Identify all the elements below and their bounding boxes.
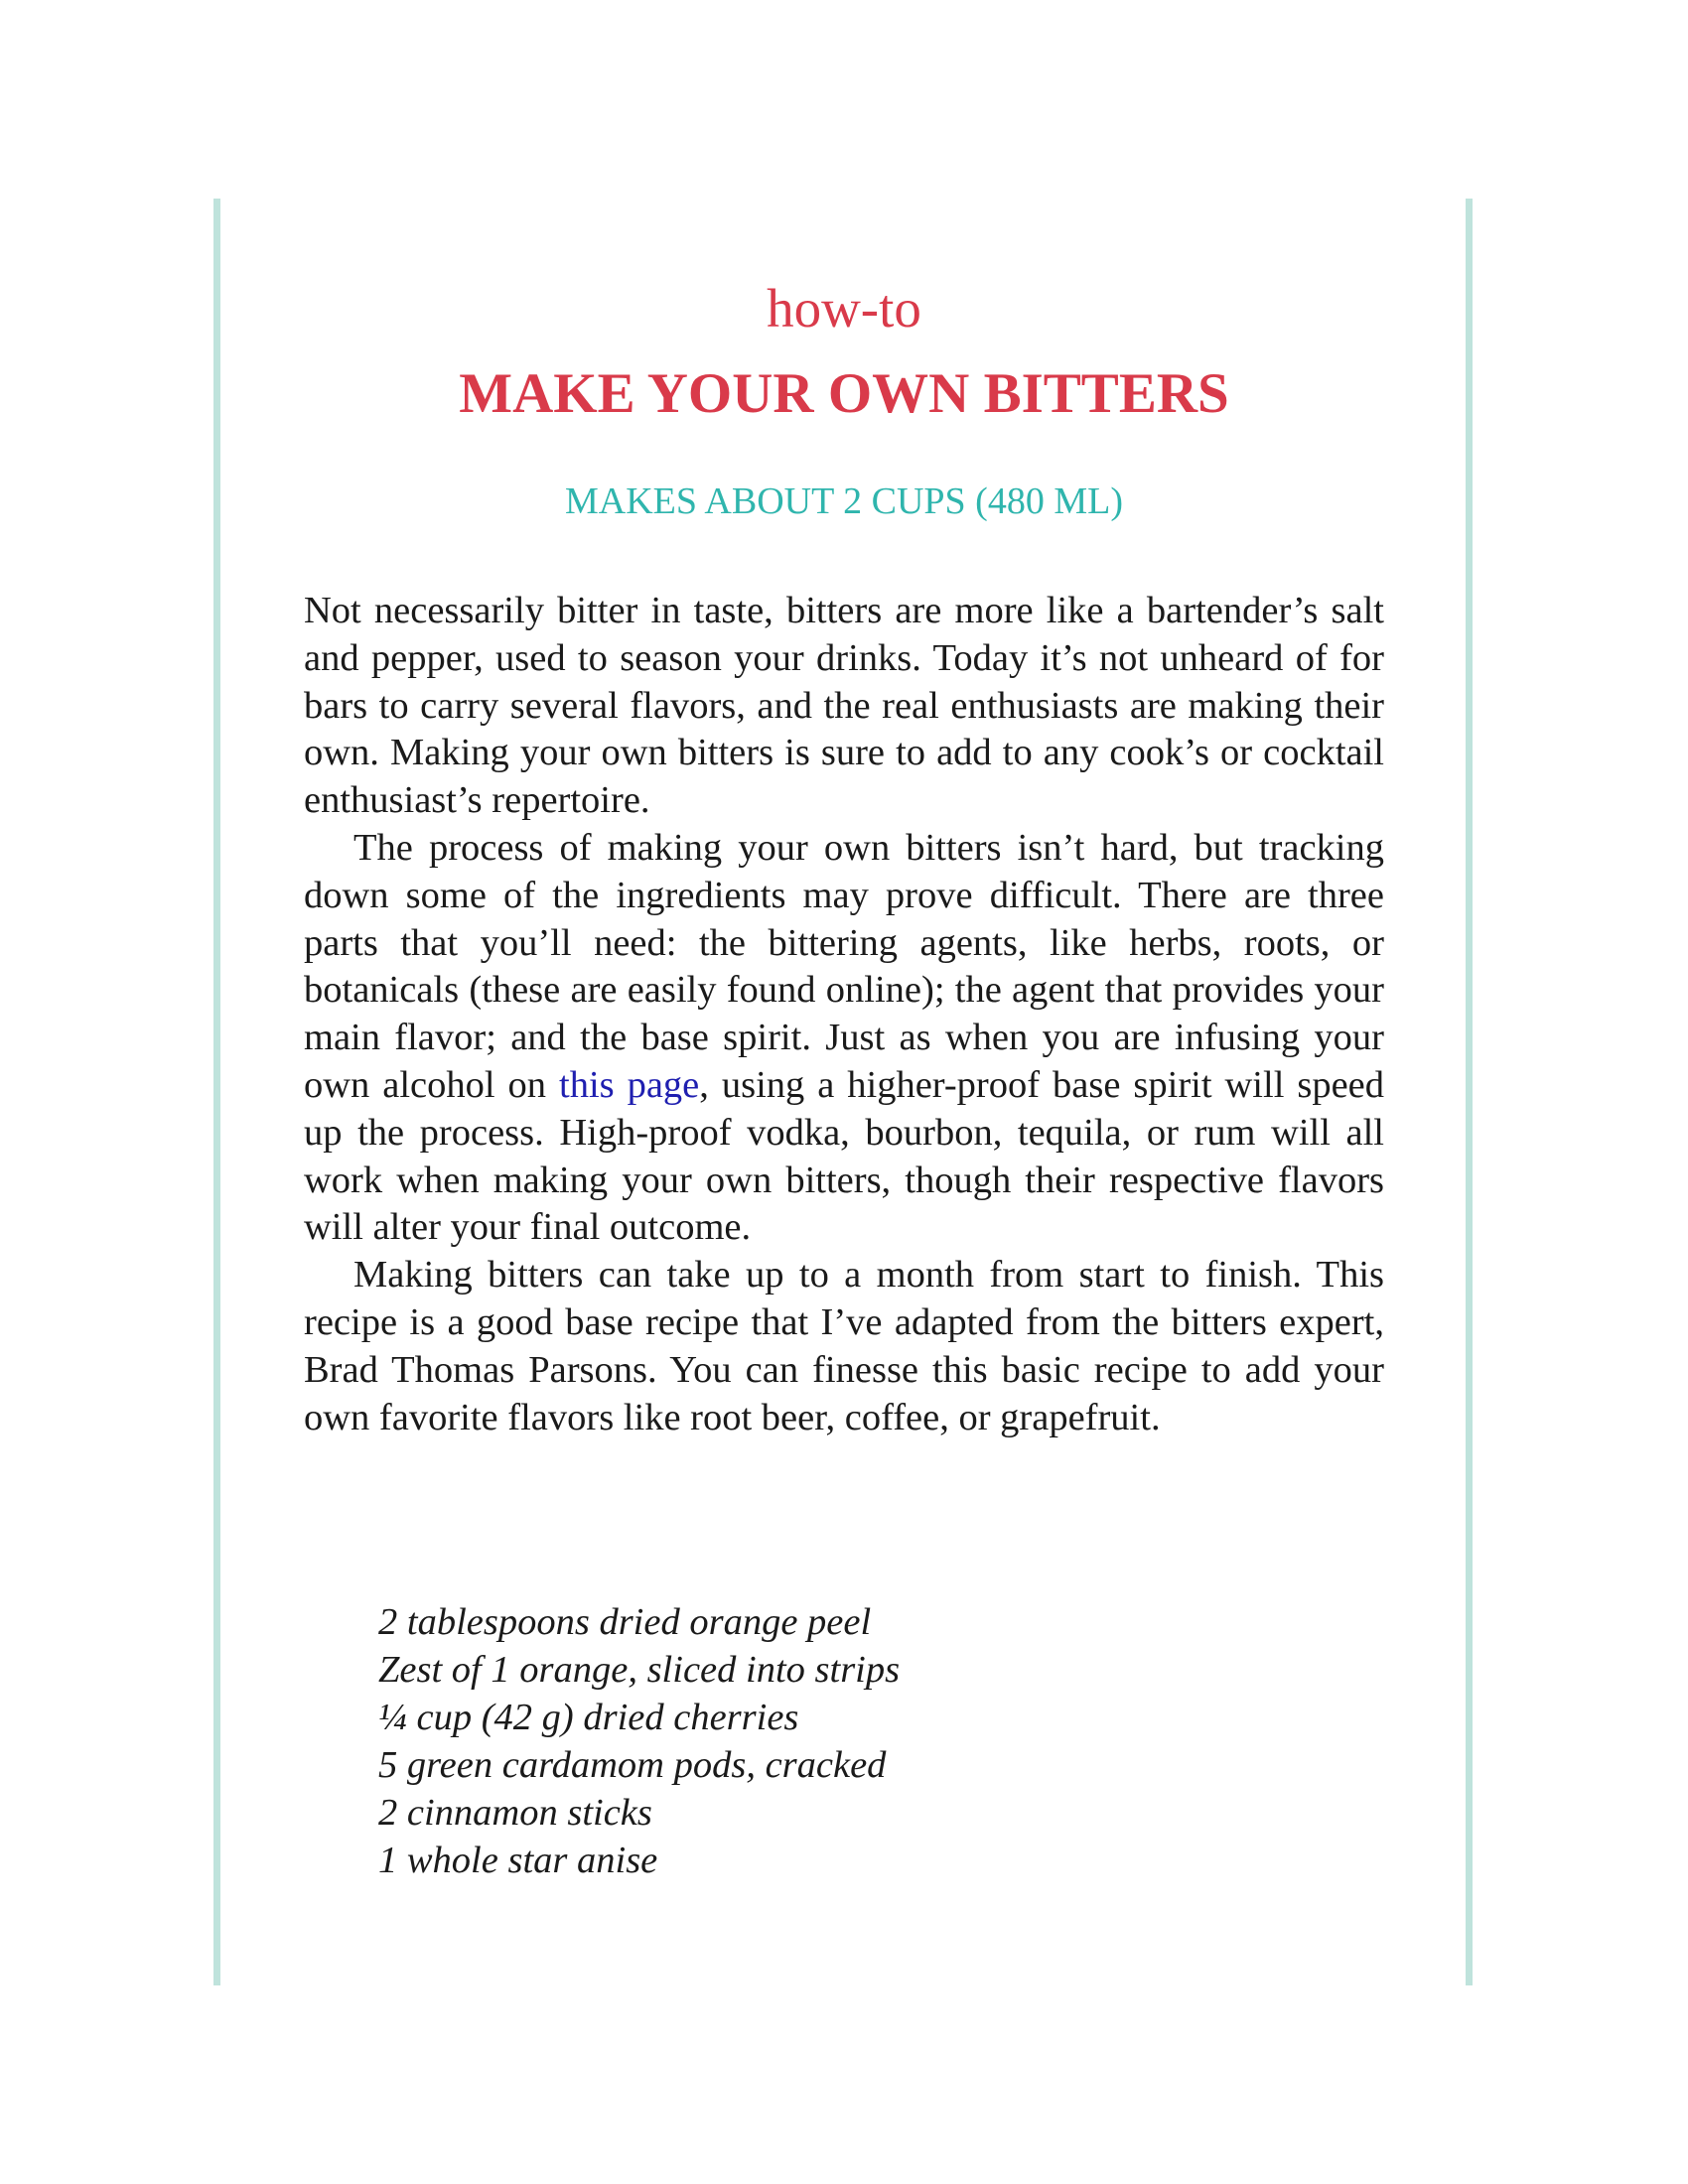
ingredient-item: 1 whole star anise bbox=[378, 1840, 658, 1881]
ingredient-item: ¼ cup (42 g) dried cherries bbox=[378, 1697, 799, 1738]
intro-paragraph-2 bbox=[304, 825, 1384, 1252]
ingredient-item: 2 tablespoons dried orange peel bbox=[378, 1601, 872, 1643]
ingredient-list bbox=[378, 1598, 1371, 1884]
ingredient-item: 5 green cardamom pods, cracked bbox=[378, 1744, 887, 1786]
recipe-yield: MAKES ABOUT 2 CUPS (480 ML) bbox=[565, 480, 1123, 522]
this-page-link[interactable]: this page bbox=[559, 1063, 700, 1106]
page-title: MAKE YOUR OWN BITTERS bbox=[459, 362, 1229, 425]
intro-paragraph-1: Not necessarily bitter in taste, bitters are more like a bartender’s salt and pepper, used to season your drinks. Today it’s not unheard of for bars to carry several flavors, and the real enthusiasts are making their own. Making your own bitters is sure to add to any cook’s or cocktail enthusiast’s repertoire. bbox=[304, 590, 1384, 822]
paragraph-2-text-end: , using a higher-proof base spirit will speed up the process. High-proof vodka, bourbon, tequila, or rum will all work when making your own bitters, though their respective flavors will alter your final outcome. bbox=[304, 1063, 1385, 1249]
section-kicker: how-to bbox=[767, 278, 921, 339]
paragraph-2-text-start: The process of making your own bitters isn’t hard, but tracking down some of the ingredients may prove difficult. There are three parts that you’ll need: the bittering agents, like herbs, roots, or botanicals (these are easily found online); the agent that provides your main flavor; and the base spirit. Just as when you are infusing your own alcohol on bbox=[304, 826, 1384, 1106]
ingredient-item: 2 cinnamon sticks bbox=[378, 1792, 652, 1834]
intro-text bbox=[304, 588, 1384, 1441]
right-margin-rule bbox=[1466, 199, 1473, 1985]
intro-paragraph-3: Making bitters can take up to a month from start to finish. This recipe is a good base recipe that I’ve adapted from the bitters expert, Brad Thomas Parsons. You can finesse this basic recipe to add your own favorite flavors like root beer, coffee, or grapefruit. bbox=[304, 1254, 1384, 1438]
ingredient-item: Zest of 1 orange, sliced into strips bbox=[378, 1649, 901, 1691]
left-margin-rule bbox=[213, 199, 220, 1985]
